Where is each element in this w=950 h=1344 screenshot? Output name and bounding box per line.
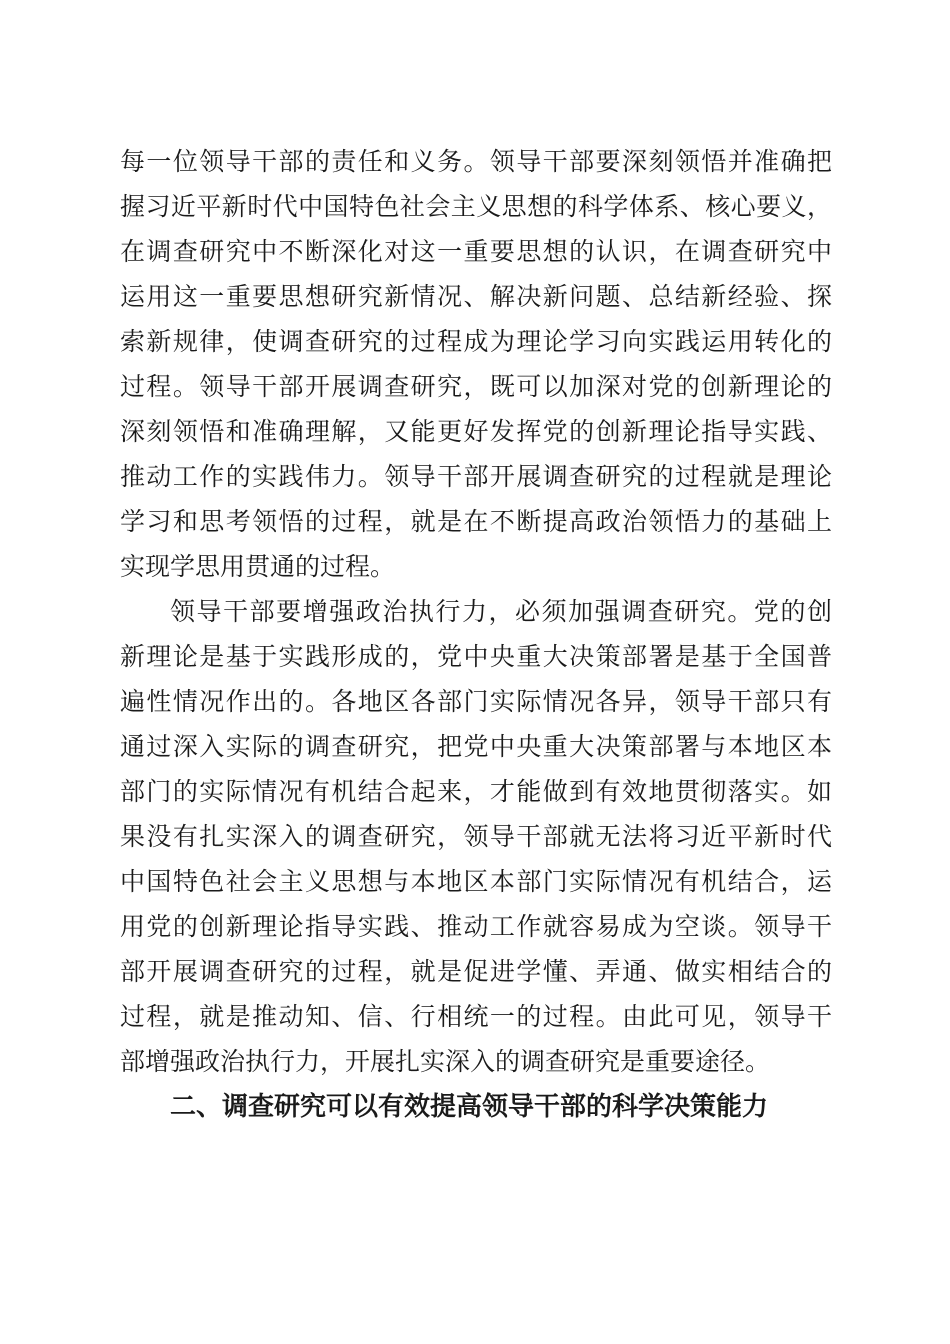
text-line: 实现学思用贯通的过程。 <box>120 552 396 581</box>
text-line: 索新规律，使调查研究的过程成为理论学习向实践运用转化的 <box>120 327 832 356</box>
text-line: 新理论是基于实践形成的，党中央重大决策部署是基于全国普 <box>120 642 832 671</box>
text-line: 部增强政治执行力，开展扎实深入的调查研究是重要途径。 <box>120 1047 771 1076</box>
text-line: 中国特色社会主义思想与本地区本部门实际情况有机结合，运 <box>120 867 832 896</box>
text-line: 运用这一重要思想研究新情况、解决新问题、总结新经验、探 <box>120 282 832 311</box>
text-line: 学习和思考领悟的过程，就是在不断提高政治领悟力的基础上 <box>120 507 832 536</box>
text-line: 用党的创新理论指导实践、推动工作就容易成为空谈。领导干 <box>120 912 832 941</box>
text-line: 过程，就是推动知、信、行相统一的过程。由此可见，领导干 <box>120 1002 832 1031</box>
section-heading: 二、调查研究可以有效提高领导干部的科学决策能力 <box>170 1092 769 1122</box>
text-line: 通过深入实际的调查研究，把党中央重大决策部署与本地区本 <box>120 732 832 761</box>
text-line: 部门的实际情况有机结合起来，才能做到有效地贯彻落实。如 <box>120 777 832 806</box>
text-line: 推动工作的实践伟力。领导干部开展调查研究的过程就是理论 <box>120 462 832 491</box>
text-line: 部开展调查研究的过程，就是促进学懂、弄通、做实相结合的 <box>120 957 832 986</box>
text-line: 过程。领导干部开展调查研究，既可以加深对党的创新理论的 <box>120 372 832 401</box>
text-line: 遍性情况作出的。各地区各部门实际情况各异，领导干部只有 <box>120 687 832 716</box>
text-line: 领导干部要增强政治执行力，必须加强调查研究。党的创 <box>170 597 832 626</box>
text-line: 握习近平新时代中国特色社会主义思想的科学体系、核心要义， <box>120 192 832 221</box>
text-line: 每一位领导干部的责任和义务。领导干部要深刻领悟并准确把 <box>120 147 832 176</box>
text-line: 在调查研究中不断深化对这一重要思想的认识，在调查研究中 <box>120 237 832 266</box>
text-line: 深刻领悟和准确理解，又能更好发挥党的创新理论指导实践、 <box>120 417 832 446</box>
text-line: 果没有扎实深入的调查研究，领导干部就无法将习近平新时代 <box>120 822 832 851</box>
